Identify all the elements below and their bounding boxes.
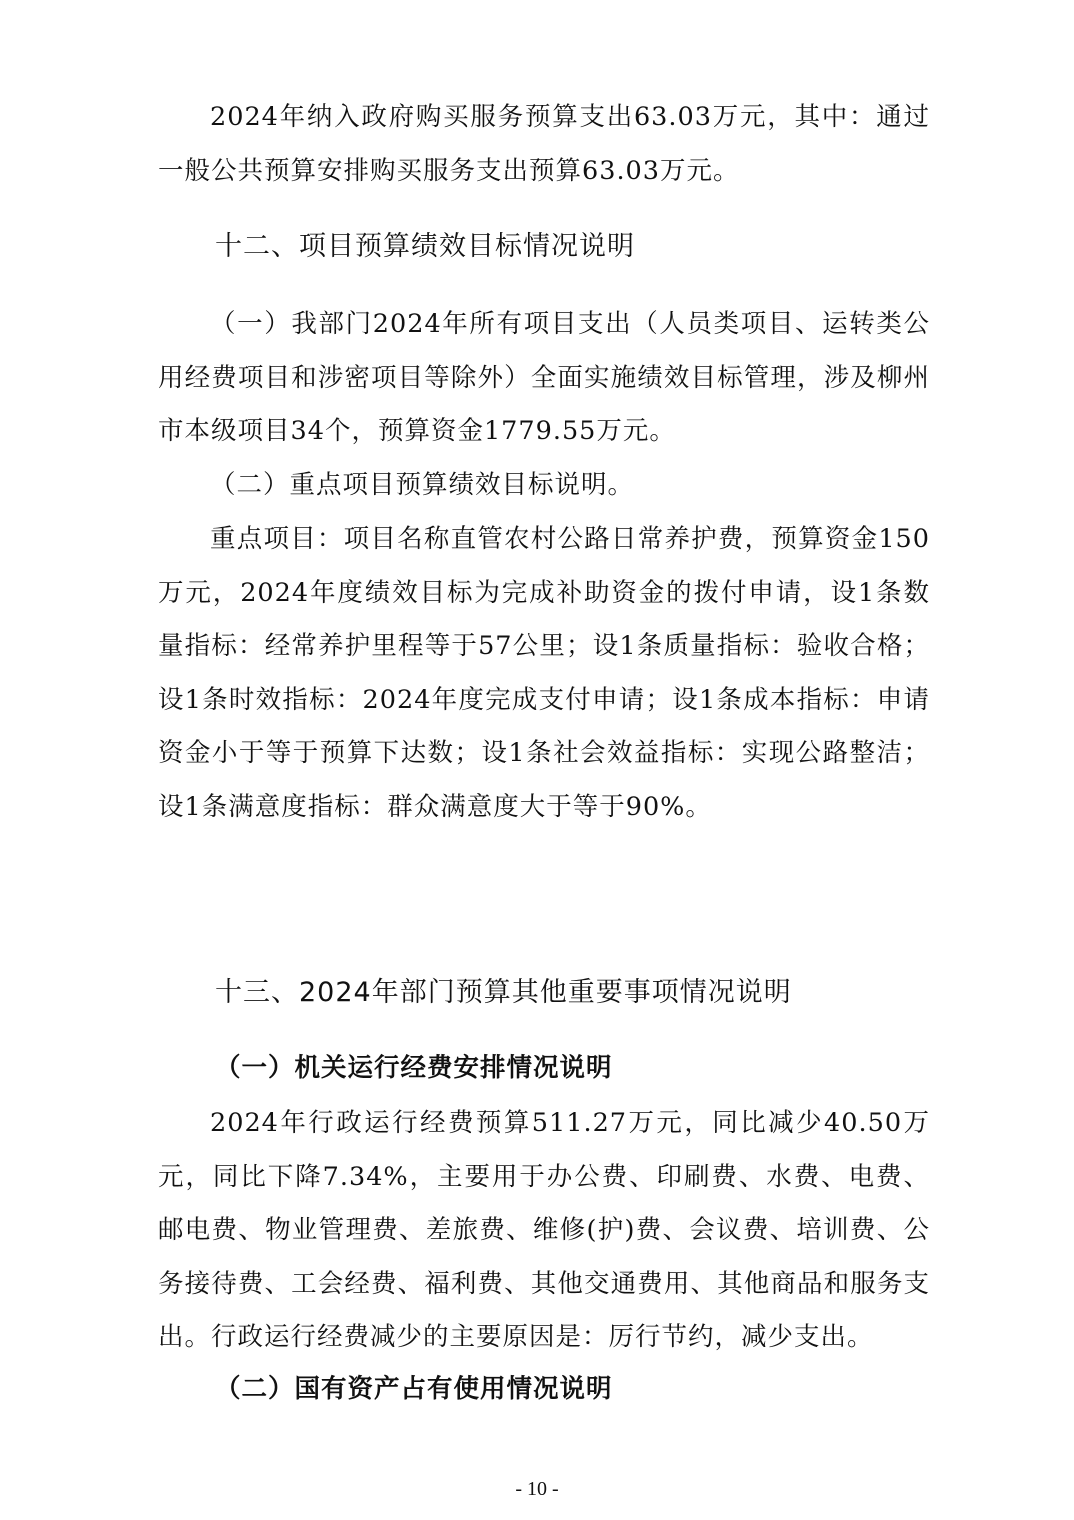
operating-costs-paragraph: 2024年行政运行经费预算511.27万元，同比减少40.50万元，同比下降7.34%，主要用于办公费、印刷费、水费、电费、邮电费、物业管理费、差旅费、维修(护)费、会议费、培训费、公务接待费、工会经费、福利费、其他交通费用、其他商品和服务支出。行政运行经费减少的主要原因是：厉行节约，减少支出。 <box>158 1108 930 1352</box>
perf-key-title-paragraph: （二）重点项目预算绩效目标说明。 <box>210 470 635 500</box>
page-number: - 10 - <box>515 1478 559 1500</box>
section-12-heading: 十二、项目预算绩效目标情况说明 <box>215 231 635 262</box>
purchase-services-paragraph: 2024年纳入政府购买服务预算支出63.03万元，其中：通过一般公共预算安排购买服务支出预算63.03万元。 <box>158 102 930 186</box>
perf-all-projects-paragraph: （一）我部门2024年所有项目支出（人员类项目、运转类公用经费项目和涉密项目等除外）全面实施绩效目标管理，涉及柳州市本级项目34个，预算资金1779.55万元。 <box>158 309 930 446</box>
sub-13-2-heading: （二）国有资产占有使用情况说明 <box>215 1374 613 1404</box>
section-13-heading: 十三、2024年部门预算其他重要事项情况说明 <box>215 977 792 1008</box>
sub-13-1-heading: （一）机关运行经费安排情况说明 <box>215 1053 613 1083</box>
perf-key-detail-paragraph: 重点项目：项目名称直管农村公路日常养护费，预算资金150万元，2024年度绩效目标为完成补助资金的拨付申请，设1条数量指标：经常养护里程等于57公里；设1条质量指标：验收合格；设1条时效指标：2024年度完成支付申请；设1条成本指标：申请资金小于等于预算下达数；设1条社会效益指标：实现公路整洁；设1条满意度指标：群众满意度大于等于90%。 <box>158 524 930 822</box>
